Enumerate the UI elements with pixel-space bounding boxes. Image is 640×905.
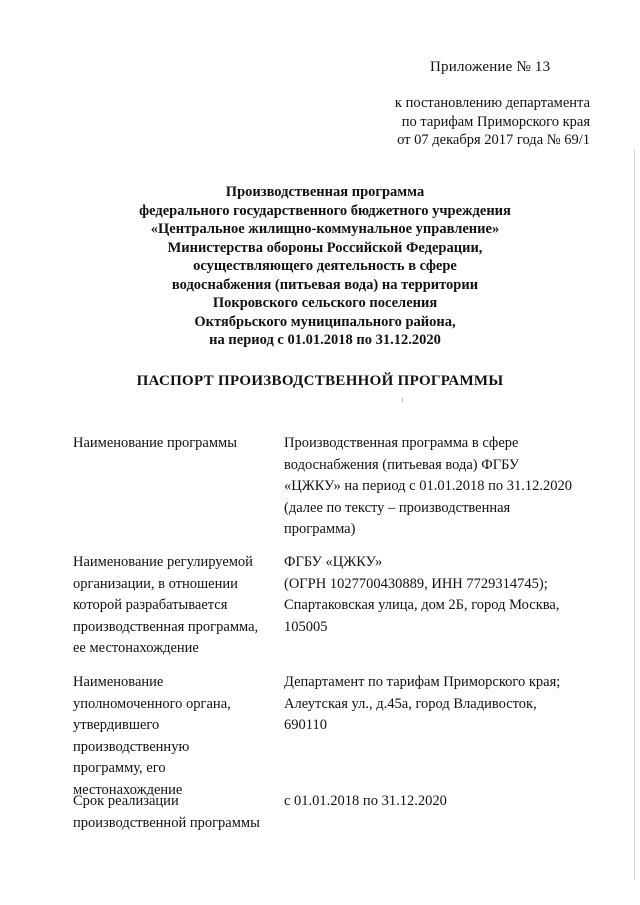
- program-title-line: Покровского сельского поселения: [212, 295, 438, 311]
- row-value: [284, 552, 604, 638]
- row-value: [284, 433, 604, 541]
- label-line: производственная программа,: [73, 618, 259, 635]
- value-line: программа): [284, 521, 356, 537]
- row-value: [284, 791, 604, 813]
- label-line: производственную: [73, 738, 190, 755]
- value-line: с 01.01.2018 по 31.12.2020: [284, 793, 447, 809]
- label-line: программу, его: [73, 760, 166, 776]
- program-title-line: водоснабжения (питьевая вода) на территории: [171, 276, 479, 293]
- label-line: Наименование регулируемой: [73, 554, 253, 570]
- value-line: (ОГРН 1027700430889, ИНН 7729314745);: [284, 575, 548, 592]
- value-line: «ЦЖКУ» на период с 01.01.2018 по 31.12.2020: [284, 478, 573, 494]
- program-title-line: Министерства обороны Российской Федерации,: [167, 239, 483, 256]
- appendix-number: Приложение № 13: [430, 59, 551, 75]
- decree-line: от 07 декабря 2017 года № 69/1: [397, 132, 590, 148]
- row-label: [73, 672, 278, 801]
- value-line: Департамент по тарифам Приморского края;: [284, 674, 561, 690]
- value-line: (далее по тексту – производственная: [284, 499, 511, 516]
- program-title-line: «Центральное жилищно-коммунальное управление»: [150, 221, 500, 237]
- label-line: ее местонахождение: [73, 640, 199, 656]
- program-title-line: Октябрьского муниципального района,: [194, 313, 456, 330]
- program-title-line: Производственная программа: [225, 184, 425, 200]
- label-line: утвердившего: [73, 717, 160, 733]
- label-line: производственной программы: [73, 814, 260, 831]
- label-line: Наименование: [73, 674, 164, 690]
- program-title-line: на период с 01.01.2018 по 31.12.2020: [209, 332, 441, 348]
- row-value: [284, 672, 604, 737]
- decree-line: к постановлению департамента: [394, 95, 590, 111]
- value-line: Спартаковская улица, дом 2Б, город Москва,: [284, 597, 560, 613]
- value-line: ФГБУ «ЦЖКУ»: [284, 554, 383, 570]
- value-line: Производственная программа в сфере: [284, 435, 519, 451]
- value-line: 690110: [284, 717, 327, 733]
- program-title-line: осуществляющего деятельность в сфере: [193, 258, 457, 274]
- program-title-line: федерального государственного бюджетного учреждения: [139, 202, 511, 219]
- row-label: [73, 433, 278, 455]
- label-line: уполномоченного органа,: [73, 695, 231, 712]
- row-label: [73, 791, 278, 834]
- decree-reference: [395, 94, 590, 150]
- value-line: водоснабжения (питьевая вода) ФГБУ: [284, 456, 520, 473]
- label-line: Срок реализации: [73, 793, 179, 809]
- program-title: [40, 183, 610, 350]
- row-label: [73, 552, 278, 660]
- label-line: которой разрабатывается: [73, 597, 228, 613]
- value-line: 105005: [284, 618, 328, 635]
- label-line: организации, в отношении: [73, 575, 238, 592]
- label-line: Наименование программы: [73, 435, 237, 451]
- value-line: Алеутская ул., д.45а, город Владивосток,: [284, 695, 537, 712]
- scan-edge-line: [634, 150, 635, 880]
- label-line: местонахождение: [73, 781, 183, 798]
- scan-dot: [402, 398, 403, 402]
- passport-heading: ПАСПОРТ ПРОИЗВОДСТВЕННОЙ ПРОГРАММЫ: [136, 373, 504, 389]
- decree-line: по тарифам Приморского края: [401, 113, 590, 130]
